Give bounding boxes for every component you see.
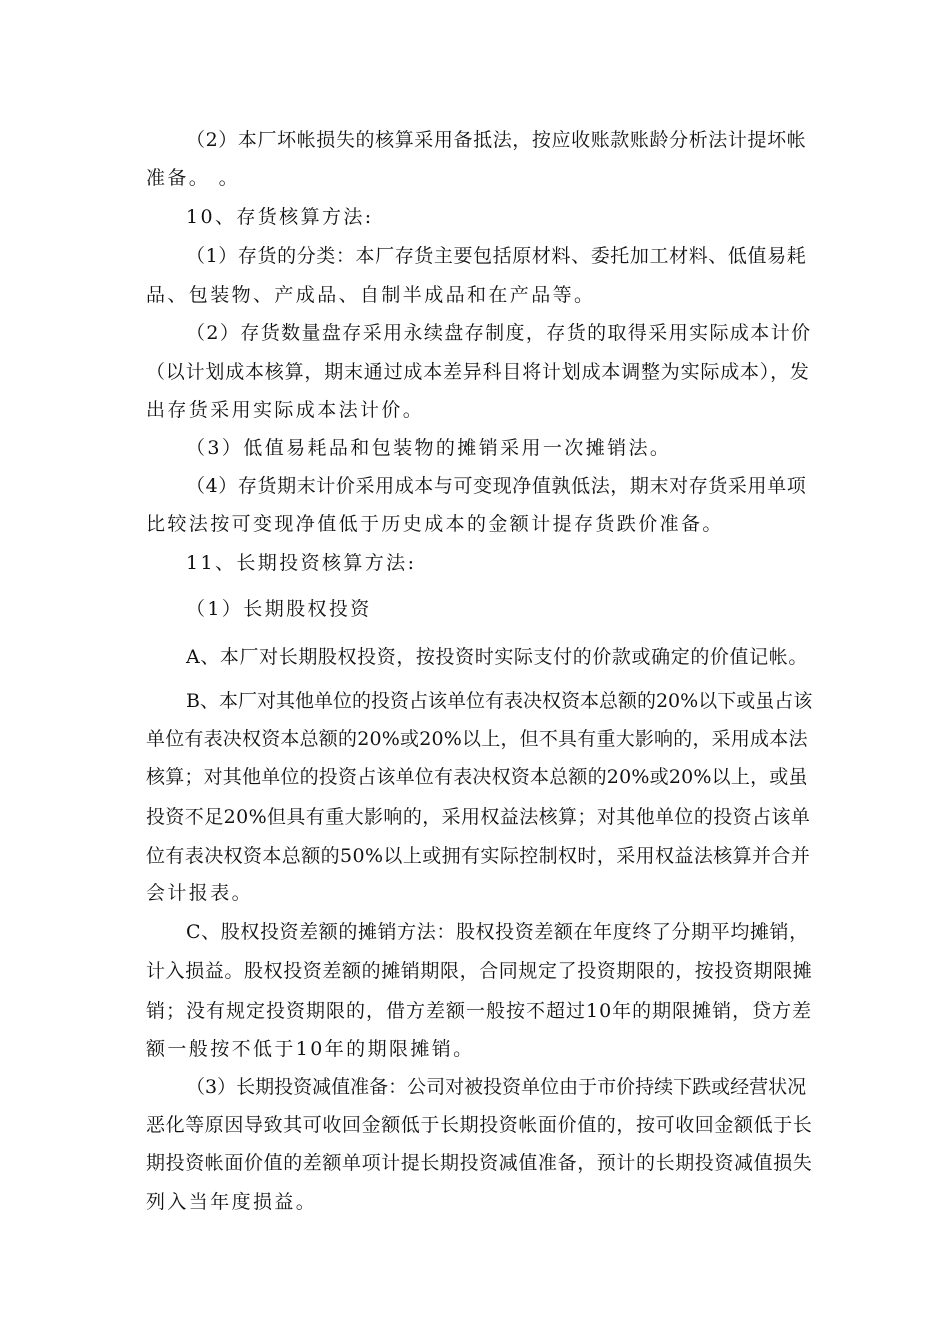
text-line: 准备。 。	[146, 167, 241, 189]
text-line: （以计划成本核算，期末通过成本差异科目将计划成本调整为实际成本），发	[146, 361, 810, 383]
text-line: 恶化等原因导致其可收回金额低于长期投资帐面价值的，按可收回金额低于长	[146, 1114, 813, 1136]
text-line: （1）长期股权投资	[186, 598, 372, 620]
text-line: （3）长期投资减值准备：公司对被投资单位由于市价持续下跌或经营状况	[186, 1076, 807, 1098]
text-line: 位有表决权资本总额的50%以上或拥有实际控制权时，采用权益法核算并合并	[146, 845, 811, 867]
text-line: 计入损益。股权投资差额的摊销期限，合同规定了投资期限的，按投资期限摊	[146, 960, 813, 982]
text-line: 品、包装物、产成品、自制半成品和在产品等。	[146, 284, 596, 306]
text-line: B、本厂对其他单位的投资占该单位有表决权资本总额的20%以下或虽占该	[186, 690, 813, 712]
section-heading: 10、存货核算方法:	[186, 206, 374, 228]
text-line: 销；没有规定投资期限的，借方差额一般按不超过10年的期限摊销，贷方差	[146, 1000, 813, 1022]
text-line: 投资不足20%但具有重大影响的，采用权益法核算；对其他单位的投资占该单	[146, 806, 811, 828]
text-line: （4）存货期末计价采用成本与可变现净值孰低法，期末对存货采用单项	[186, 475, 807, 497]
text-line: 期投资帐面价值的差额单项计提长期投资减值准备，预计的长期投资减值损失	[146, 1152, 813, 1174]
text-line: 比较法按可变现净值低于历史成本的金额计提存货跌价准备。	[146, 513, 724, 535]
text-line: 额一般按不低于10年的期限摊销。	[146, 1038, 475, 1060]
text-line: （2）存货数量盘存采用永续盘存制度，存货的取得采用实际成本计价	[186, 322, 812, 344]
text-line: （2）本厂坏帐损失的核算采用备抵法，按应收账款账龄分析法计提坏帐	[186, 129, 807, 151]
text-line: 核算；对其他单位的投资占该单位有表决权资本总额的20%或20%以上，或虽	[146, 766, 808, 788]
text-line: 列入当年度损益。	[146, 1191, 318, 1213]
text-line: 出存货采用实际成本法计价。	[146, 399, 425, 421]
text-line: A、本厂对长期股权投资，按投资时实际支付的价款或确定的价值记帐。	[186, 646, 808, 668]
text-line: （1）存货的分类：本厂存货主要包括原材料、委托加工材料、低值易耗	[186, 245, 807, 267]
section-heading: 11、长期投资核算方法:	[186, 552, 417, 574]
text-line: （3）低值易耗品和包装物的摊销采用一次摊销法。	[186, 437, 672, 459]
text-line: 单位有表决权资本总额的20%或20%以上，但不具有重大影响的，采用成本法	[146, 728, 808, 750]
text-line: C、股权投资差额的摊销方法：股权投资差额在年度终了分期平均摊销，	[186, 921, 809, 943]
text-line: 会计报表。	[146, 882, 254, 904]
